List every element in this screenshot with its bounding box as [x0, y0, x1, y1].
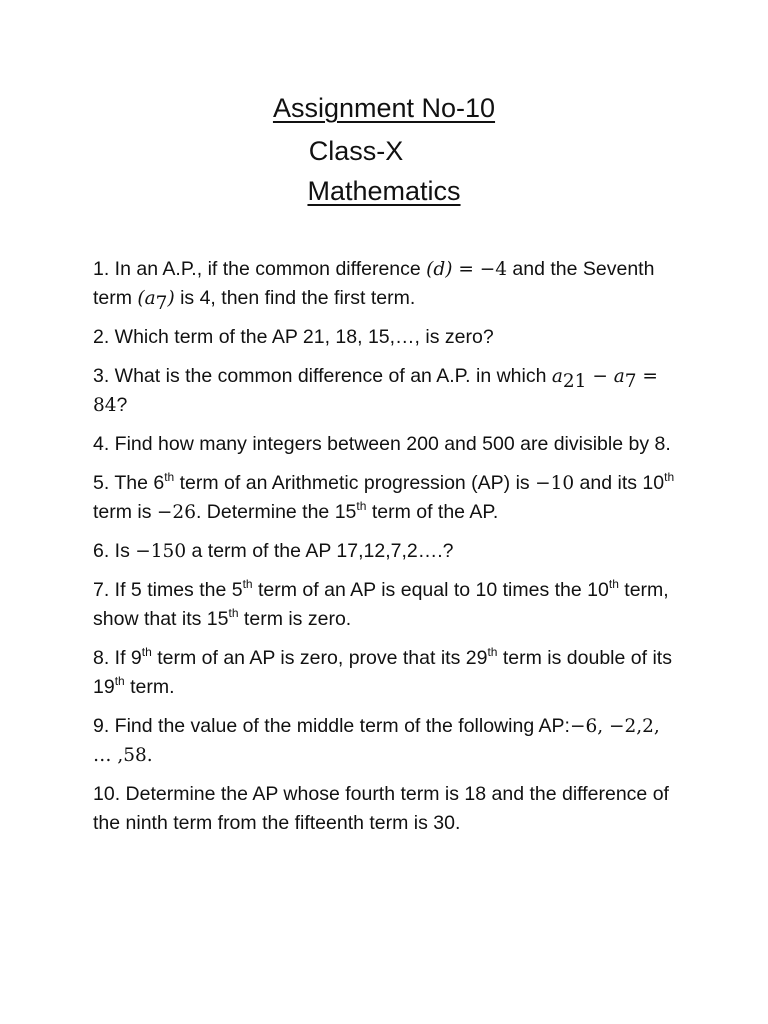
q5-text-5: . Determine the 15 — [195, 501, 357, 523]
question-7 — [93, 576, 683, 634]
q2-text: 2. Which term of the AP 21, 18, 15,…, is zero? — [93, 326, 494, 348]
q3-math-a7: a — [613, 366, 625, 387]
assignment-title-line — [0, 91, 768, 125]
question-4 — [93, 430, 683, 459]
question-3 — [93, 362, 683, 420]
q5-math-2: −26 — [156, 502, 196, 523]
q7-text-3: term, show that its 15 — [93, 579, 669, 630]
q7-text: 7. If 5 times the 5 — [93, 579, 243, 601]
q5-sup-1: th — [164, 470, 175, 485]
q7-text-4: term is zero. — [238, 608, 352, 630]
assignment-title: Assignment No-10 — [272, 93, 496, 123]
q5-text-3: and its 10 — [574, 472, 665, 494]
question-5 — [93, 469, 683, 527]
q5-math-1: −10 — [535, 473, 575, 494]
question-1 — [93, 255, 683, 313]
question-2 — [93, 323, 683, 352]
q3-math-eq: = 84 — [93, 366, 658, 416]
q6-math: −150 — [135, 541, 187, 562]
q7-sup-1: th — [242, 577, 253, 592]
q4-text: 4. Find how many integers between 200 and 500 are divisible by 8. — [93, 433, 671, 455]
q1-text-3: is 4, then find the first term. — [174, 287, 416, 309]
q6-text-2: a term of the AP 17,12,7,2….? — [186, 540, 454, 562]
q3-text-2: ? — [116, 394, 128, 416]
q5-text: 5. The 6 — [93, 472, 165, 494]
q1-math-a: (a — [137, 288, 156, 309]
question-6 — [93, 537, 683, 566]
q7-sup-2: th — [608, 577, 619, 592]
q8-text-3: term is double of its 19 — [93, 647, 672, 698]
q5-text-6: term of the AP. — [366, 501, 499, 523]
q1-math-d: (d) — [426, 259, 453, 280]
question-10 — [93, 780, 683, 838]
q8-text: 8. If 9 — [93, 647, 142, 669]
q3-text: 3. What is the common difference of an A.P. in which — [93, 365, 552, 387]
q1-math-sub: 7 — [155, 292, 168, 314]
q7-sup-3: th — [228, 606, 239, 621]
q8-sup-2: th — [487, 645, 498, 660]
class-title-line — [0, 134, 768, 168]
q1-text-2: and the Seventh term — [93, 258, 655, 309]
q10-text: 10. Determine the AP whose fourth term is 18 and the difference of the ninth term from the fifteenth term is 30. — [93, 783, 669, 834]
subject-title: Mathematics — [307, 176, 461, 206]
q5-sup-3: th — [356, 499, 367, 514]
q1-math-value: = −4 — [452, 259, 507, 280]
q1-math-close: ) — [167, 288, 175, 309]
q3-math-a21: a — [551, 366, 563, 387]
q5-sup-2: th — [664, 470, 675, 485]
question-list — [93, 255, 683, 848]
class-title: Class-X — [308, 136, 404, 166]
q8-sup-3: th — [114, 674, 125, 689]
q5-text-4: term is — [93, 501, 157, 523]
q6-text: 6. Is — [93, 540, 136, 562]
question-9 — [93, 712, 683, 770]
q3-math-sub21: 21 — [562, 370, 587, 392]
q9-text: 9. Find the value of the middle term of the following AP: — [93, 715, 570, 737]
q8-text-4: term. — [124, 676, 175, 698]
q9-math: −6, −2,2, … ,58. — [93, 716, 660, 766]
q3-math-minus: − — [586, 366, 614, 387]
question-8 — [93, 644, 683, 702]
q5-text-2: term of an Arithmetic progression (AP) is — [174, 472, 536, 494]
q8-sup-1: th — [141, 645, 152, 660]
q3-math-sub7: 7 — [624, 370, 637, 392]
q1-text: 1. In an A.P., if the common difference — [93, 258, 427, 280]
q7-text-2: term of an AP is equal to 10 times the 10 — [252, 579, 609, 601]
subject-title-line — [0, 174, 768, 208]
q8-text-2: term of an AP is zero, prove that its 29 — [151, 647, 488, 669]
